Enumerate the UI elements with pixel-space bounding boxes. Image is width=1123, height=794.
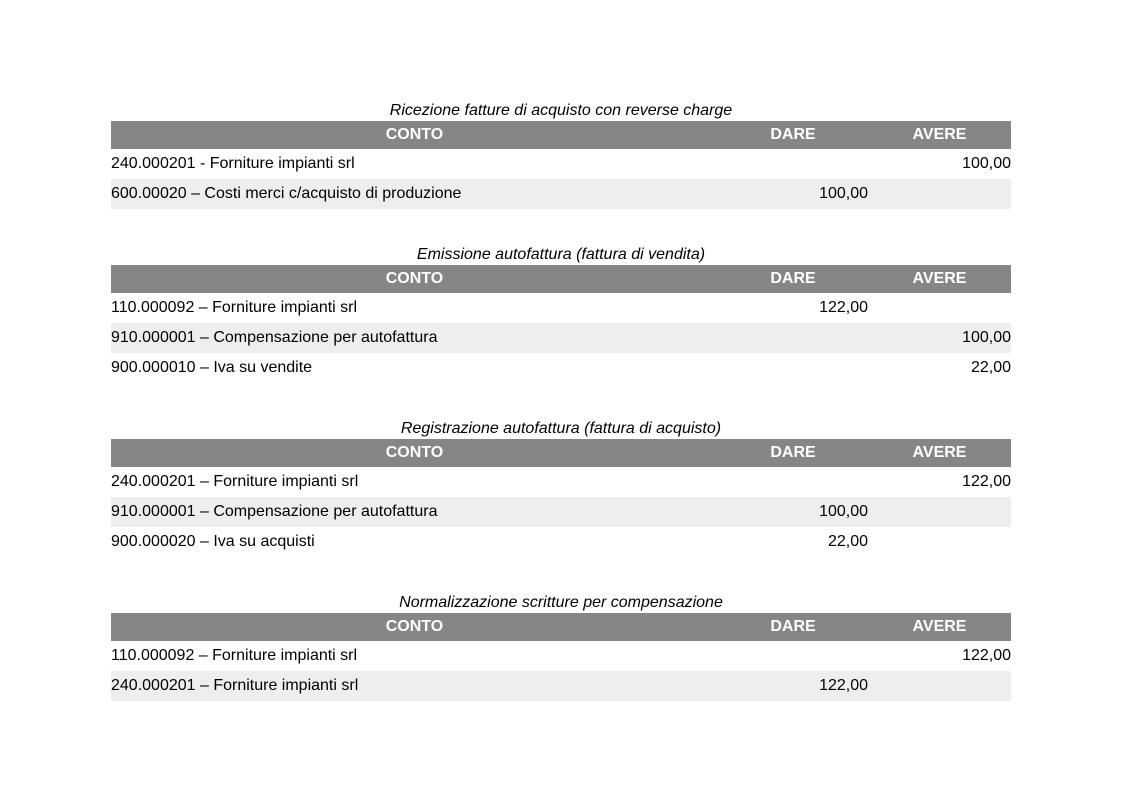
table-header-row	[111, 121, 1011, 149]
table-title: Ricezione fatture di acquisto con reverse charge	[389, 102, 733, 119]
journal-table	[111, 613, 1011, 701]
dare-cell	[718, 467, 868, 497]
avere-cell	[868, 293, 1011, 323]
column-header-avere: AVERE	[868, 265, 1011, 293]
dare-cell: 100,00	[718, 179, 868, 209]
column-header-avere: AVERE	[868, 613, 1011, 641]
table-row	[111, 467, 1011, 497]
journal-section-normalizzazione	[111, 592, 1011, 701]
table-header-row	[111, 613, 1011, 641]
avere-cell	[868, 179, 1011, 209]
dare-cell	[718, 353, 868, 383]
column-header-conto: CONTO	[111, 121, 718, 149]
conto-cell: 110.000092 – Forniture impianti srl	[111, 641, 718, 671]
conto-cell: 910.000001 – Compensazione per autofattura	[111, 497, 718, 527]
table-row	[111, 671, 1011, 701]
table-title: Registrazione autofattura (fattura di acquisto)	[400, 420, 722, 437]
column-header-dare: DARE	[718, 439, 868, 467]
conto-cell: 900.000020 – Iva su acquisti	[111, 527, 718, 557]
journal-section-emissione	[111, 244, 1011, 383]
column-header-avere: AVERE	[868, 439, 1011, 467]
column-header-dare: DARE	[718, 265, 868, 293]
table-row	[111, 353, 1011, 383]
column-header-avere: AVERE	[868, 121, 1011, 149]
conto-cell: 240.000201 – Forniture impianti srl	[111, 467, 718, 497]
journal-table	[111, 265, 1011, 383]
column-header-conto: CONTO	[111, 613, 718, 641]
avere-cell: 22,00	[868, 353, 1011, 383]
table-row	[111, 641, 1011, 671]
table-row	[111, 497, 1011, 527]
journal-section-registrazione	[111, 418, 1011, 557]
table-header-row	[111, 265, 1011, 293]
conto-cell: 110.000092 – Forniture impianti srl	[111, 293, 718, 323]
column-header-conto: CONTO	[111, 439, 718, 467]
dare-cell: 122,00	[718, 293, 868, 323]
table-row	[111, 179, 1011, 209]
journal-table	[111, 121, 1011, 209]
avere-cell: 122,00	[868, 467, 1011, 497]
table-title: Normalizzazione scritture per compensazione	[399, 594, 723, 611]
table-title: Emissione autofattura (fattura di vendita)	[416, 246, 706, 263]
table-row	[111, 149, 1011, 179]
dare-cell	[718, 323, 868, 353]
document-body	[111, 100, 1011, 736]
avere-cell: 100,00	[868, 323, 1011, 353]
column-header-dare: DARE	[718, 121, 868, 149]
dare-cell	[718, 641, 868, 671]
avere-cell	[868, 527, 1011, 557]
column-header-conto: CONTO	[111, 265, 718, 293]
avere-cell: 122,00	[868, 641, 1011, 671]
dare-cell	[718, 149, 868, 179]
dare-cell: 22,00	[718, 527, 868, 557]
conto-cell: 900.000010 – Iva su vendite	[111, 353, 718, 383]
avere-cell	[868, 671, 1011, 701]
conto-cell: 240.000201 - Forniture impianti srl	[111, 149, 718, 179]
table-row	[111, 323, 1011, 353]
dare-cell: 122,00	[718, 671, 868, 701]
journal-table	[111, 439, 1011, 557]
avere-cell	[868, 497, 1011, 527]
table-row	[111, 527, 1011, 557]
conto-cell: 600.00020 – Costi merci c/acquisto di produzione	[111, 179, 718, 209]
conto-cell: 240.000201 – Forniture impianti srl	[111, 671, 718, 701]
table-header-row	[111, 439, 1011, 467]
table-row	[111, 293, 1011, 323]
journal-section-ricezione	[111, 100, 1011, 209]
conto-cell: 910.000001 – Compensazione per autofattura	[111, 323, 718, 353]
column-header-dare: DARE	[718, 613, 868, 641]
dare-cell: 100,00	[718, 497, 868, 527]
avere-cell: 100,00	[868, 149, 1011, 179]
